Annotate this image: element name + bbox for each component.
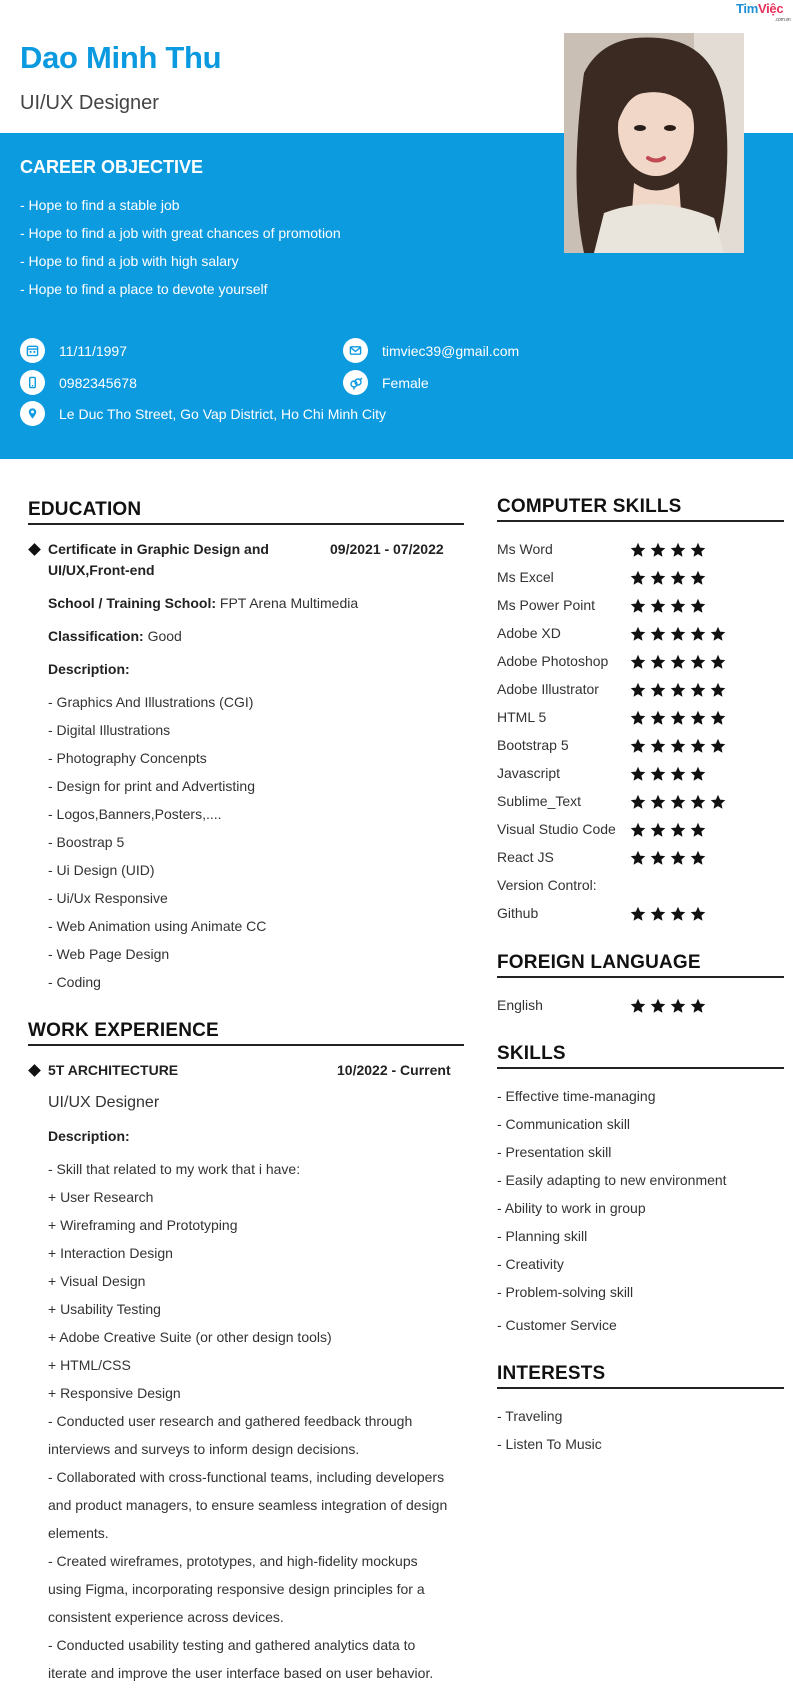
career-objective-heading: CAREER OBJECTIVE: [20, 157, 204, 177]
star-icon: [630, 850, 646, 866]
education-divider: [28, 523, 464, 525]
career-objective-item: - Hope to find a stable job: [20, 197, 180, 213]
star-icon: [630, 822, 646, 838]
star-icon: [630, 766, 646, 782]
education-description-item: - Ui Design (UID): [48, 862, 155, 878]
work-description-line: - Conducted user research and gathered feedback through: [48, 1413, 413, 1429]
skill-item: - Customer Service: [497, 1317, 617, 1333]
star-rating: [630, 710, 730, 726]
computer-skill-name: Github: [497, 905, 539, 921]
star-rating: [630, 738, 730, 754]
star-icon: [690, 906, 706, 922]
contact-gender: [343, 370, 429, 395]
work-description-line: - Created wireframes, prototypes, and high-fidelity mockups: [48, 1553, 418, 1569]
work-experience-divider: [28, 1044, 464, 1046]
star-icon: [670, 906, 686, 922]
logo-sub: .com.vn: [775, 17, 791, 23]
work-description-label: Description:: [48, 1128, 130, 1144]
computer-skill-name: HTML 5: [497, 709, 547, 725]
candidate-name: Dao Minh Thu: [20, 40, 222, 75]
diamond-bullet-icon: [28, 1064, 41, 1077]
computer-skill-name: Ms Power Point: [497, 597, 596, 613]
education-course-line-1: Certificate in Graphic Design and: [48, 541, 269, 557]
star-icon: [650, 822, 666, 838]
star-icon: [670, 738, 686, 754]
interests-heading: INTERESTS: [497, 1363, 606, 1384]
work-experience-heading: WORK EXPERIENCE: [28, 1020, 219, 1041]
star-icon: [630, 542, 646, 558]
classification-label: Classification:: [48, 628, 144, 644]
work-description-line: + Interaction Design: [48, 1245, 173, 1261]
star-icon: [650, 654, 666, 670]
star-icon: [710, 738, 726, 754]
interest-item: - Listen To Music: [497, 1436, 602, 1452]
star-icon: [650, 598, 666, 614]
star-icon: [710, 794, 726, 810]
star-icon: [690, 542, 706, 558]
work-company: 5T ARCHITECTURE: [48, 1062, 179, 1078]
interest-item: - Traveling: [497, 1408, 563, 1424]
star-icon: [690, 850, 706, 866]
computer-skill-name: Adobe Photoshop: [497, 653, 609, 669]
star-icon: [670, 998, 686, 1014]
star-icon: [650, 794, 666, 810]
education-description-label: Description:: [48, 661, 130, 677]
work-description-line: + HTML/CSS: [48, 1357, 131, 1373]
star-rating: [630, 906, 710, 922]
star-icon: [690, 654, 706, 670]
portrait-illustration: [564, 33, 744, 253]
work-description-line: + Usability Testing: [48, 1301, 161, 1317]
star-icon: [670, 626, 686, 642]
education-course-line-2: UI/UX,Front-end: [48, 562, 155, 578]
star-icon: [650, 542, 666, 558]
star-icon: [630, 906, 646, 922]
address-value: Le Duc Tho Street, Go Vap District, Ho Chi Minh City: [59, 405, 387, 422]
computer-skill-name: Visual Studio Code: [497, 821, 616, 837]
work-description-line: - Conducted usability testing and gathered analytics data to: [48, 1637, 416, 1653]
work-description-line: elements.: [48, 1525, 109, 1541]
work-period: 10/2022 - Current: [337, 1062, 451, 1078]
logo-part-1: Tim: [736, 1, 758, 16]
location-icon: [20, 401, 45, 426]
computer-skill-name: Adobe XD: [497, 625, 561, 641]
star-icon: [650, 738, 666, 754]
computer-skill-name: Ms Word: [497, 541, 553, 557]
star-icon: [650, 998, 666, 1014]
star-rating: [630, 998, 710, 1014]
star-icon: [690, 822, 706, 838]
star-rating: [630, 794, 730, 810]
diamond-bullet-icon: [28, 543, 41, 556]
skill-item: - Easily adapting to new environment: [497, 1172, 727, 1188]
star-icon: [630, 998, 646, 1014]
education-heading: EDUCATION: [28, 499, 142, 520]
star-icon: [650, 906, 666, 922]
classification-value: Good: [147, 628, 182, 644]
star-icon: [710, 682, 726, 698]
skill-item: - Creativity: [497, 1256, 564, 1272]
phone-value: 0982345678: [59, 374, 137, 391]
star-icon: [690, 998, 706, 1014]
computer-skill-name: Ms Excel: [497, 569, 554, 585]
star-icon: [690, 794, 706, 810]
contact-dob: [20, 338, 127, 363]
star-icon: [670, 654, 686, 670]
career-objective-item: - Hope to find a place to devote yourself: [20, 281, 268, 297]
star-icon: [670, 850, 686, 866]
education-description-item: - Photography Concenpts: [48, 750, 207, 766]
education-description-item: - Web Page Design: [48, 946, 170, 962]
skill-item: - Planning skill: [497, 1228, 588, 1244]
star-rating: [630, 598, 710, 614]
star-icon: [630, 794, 646, 810]
phone-icon: [20, 370, 45, 395]
star-icon: [650, 850, 666, 866]
star-icon: [670, 570, 686, 586]
foreign-language-heading: FOREIGN LANGUAGE: [497, 952, 701, 973]
computer-skills-heading: COMPUTER SKILLS: [497, 496, 682, 517]
star-icon: [650, 710, 666, 726]
work-description-line: + Adobe Creative Suite (or other design tools): [48, 1329, 332, 1345]
star-rating: [630, 822, 710, 838]
gender-value: Female: [382, 374, 429, 391]
star-icon: [690, 738, 706, 754]
interests-divider: [497, 1387, 784, 1389]
skills-heading: SKILLS: [497, 1043, 566, 1064]
career-objective-item: - Hope to find a job with great chances of promotion: [20, 225, 341, 241]
foreign-language-divider: [497, 976, 784, 978]
language-name: English: [497, 997, 543, 1013]
star-icon: [670, 794, 686, 810]
skill-item: - Presentation skill: [497, 1144, 612, 1160]
star-icon: [670, 598, 686, 614]
star-icon: [690, 570, 706, 586]
skills-divider: [497, 1067, 784, 1069]
star-rating: [630, 850, 710, 866]
star-icon: [630, 682, 646, 698]
work-description-line: + User Research: [48, 1189, 154, 1205]
computer-skill-name: React JS: [497, 849, 554, 865]
star-icon: [710, 626, 726, 642]
work-description-line: interviews and surveys to inform design decisions.: [48, 1441, 360, 1457]
dob-value: 11/11/1997: [59, 342, 127, 359]
computer-skill-name: Bootstrap 5: [497, 737, 569, 753]
work-role: UI/UX Designer: [48, 1094, 160, 1111]
school-label: School / Training School:: [48, 595, 217, 611]
work-description-line: + Visual Design: [48, 1273, 146, 1289]
education-description-item: - Ui/Ux Responsive: [48, 890, 168, 906]
star-icon: [690, 682, 706, 698]
timviec-logo[interactable]: [736, 1, 791, 23]
star-icon: [650, 626, 666, 642]
education-description-item: - Logos,Banners,Posters,....: [48, 806, 222, 822]
star-icon: [650, 570, 666, 586]
star-rating: [630, 570, 710, 586]
education-school: [48, 595, 358, 611]
work-description-line: iterate and improve the user interface based on user behavior.: [48, 1665, 434, 1681]
computer-skill-name: Adobe Illustrator: [497, 681, 599, 697]
star-icon: [690, 626, 706, 642]
work-description-line: + Wireframing and Prototyping: [48, 1217, 238, 1233]
contact-email[interactable]: [343, 338, 519, 363]
career-objective-item: - Hope to find a job with high salary: [20, 253, 239, 269]
star-icon: [690, 598, 706, 614]
education-classification: [48, 628, 182, 644]
star-rating: [630, 682, 730, 698]
computer-skill-name: Version Control:: [497, 877, 597, 893]
gender-icon: [343, 370, 368, 395]
star-icon: [630, 598, 646, 614]
skill-item: - Communication skill: [497, 1116, 631, 1132]
contact-phone[interactable]: [20, 370, 137, 395]
education-description-item: - Web Animation using Animate CC: [48, 918, 267, 934]
education-description-item: - Coding: [48, 974, 101, 990]
star-icon: [670, 542, 686, 558]
education-description-item: - Boostrap 5: [48, 834, 125, 850]
calendar-icon: [20, 338, 45, 363]
education-description-item: - Design for print and Advertisting: [48, 778, 255, 794]
star-icon: [650, 682, 666, 698]
star-icon: [630, 654, 646, 670]
school-value: FPT Arena Multimedia: [219, 595, 359, 611]
candidate-job-title: UI/UX Designer: [20, 92, 159, 114]
star-icon: [630, 570, 646, 586]
star-rating: [630, 542, 710, 558]
work-description-line: + Responsive Design: [48, 1385, 181, 1401]
skill-item: - Effective time-managing: [497, 1088, 656, 1104]
education-period: 09/2021 - 07/2022: [330, 541, 444, 557]
skill-item: - Problem-solving skill: [497, 1284, 634, 1300]
star-icon: [630, 738, 646, 754]
computer-skills-divider: [497, 520, 784, 522]
profile-photo: [564, 33, 744, 253]
logo-part-2: Việc: [757, 1, 784, 16]
work-description-line: using Figma, incorporating responsive design principles for a: [48, 1581, 425, 1597]
computer-skill-name: Javascript: [497, 765, 561, 781]
work-description-line: and product managers, to ensure seamless integration of design: [48, 1497, 448, 1513]
education-description-item: - Digital Illustrations: [48, 722, 171, 738]
star-icon: [670, 766, 686, 782]
skill-item: - Ability to work in group: [497, 1200, 646, 1216]
star-icon: [650, 766, 666, 782]
mail-icon: [343, 338, 368, 363]
star-rating: [630, 626, 730, 642]
contact-address: [20, 401, 386, 426]
star-icon: [630, 626, 646, 642]
star-rating: [630, 766, 710, 782]
star-icon: [670, 682, 686, 698]
star-icon: [710, 710, 726, 726]
star-icon: [690, 710, 706, 726]
star-icon: [710, 654, 726, 670]
email-value: timviec39@gmail.com: [382, 342, 520, 359]
star-icon: [630, 710, 646, 726]
computer-skill-name: Sublime_Text: [497, 793, 582, 809]
work-description-line: consistent experience across devices.: [48, 1609, 284, 1625]
star-icon: [670, 710, 686, 726]
education-description-item: - Graphics And Illustrations (CGI): [48, 694, 254, 710]
work-description-line: - Skill that related to my work that i have:: [48, 1161, 301, 1177]
star-rating: [630, 654, 730, 670]
star-icon: [690, 766, 706, 782]
work-description-line: - Collaborated with cross-functional teams, including developers: [48, 1469, 445, 1485]
star-icon: [670, 822, 686, 838]
